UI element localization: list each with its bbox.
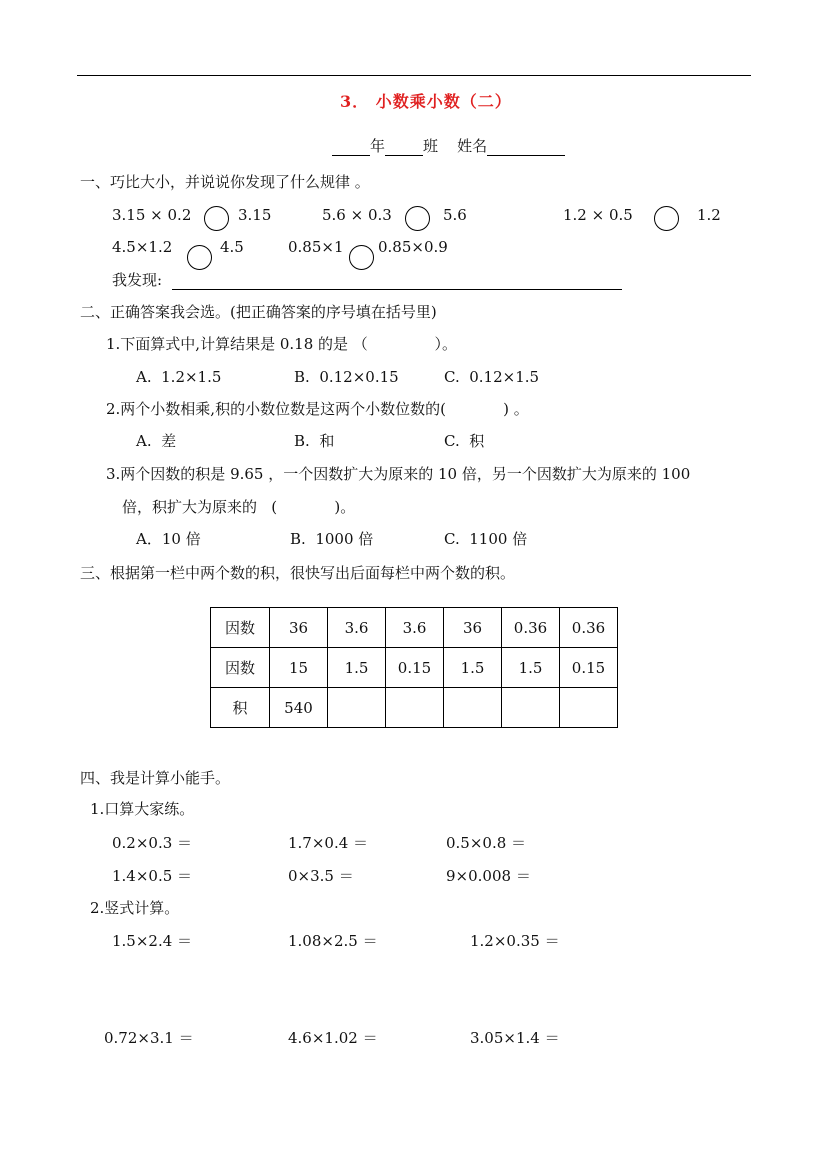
- q2-option-c[interactable]: C. 积: [444, 432, 485, 450]
- vertical-calc-item: 1.2×0.35 ＝: [470, 932, 560, 950]
- table-cell: 0.36: [502, 608, 560, 648]
- compare-right-3: 1.2: [697, 206, 721, 224]
- compare-left-1: 3.15 × 0.2: [112, 206, 192, 224]
- page-title: 3． 小数乘小数（二）: [340, 92, 512, 111]
- vertical-calc-item: 3.05×1.4 ＝: [470, 1029, 560, 1047]
- table-cell: 36: [270, 608, 328, 648]
- grade-label: 年: [370, 137, 386, 155]
- compare-right-5: 0.85×0.9: [378, 238, 448, 256]
- name-label: 姓名: [457, 137, 488, 155]
- q2-option-a[interactable]: A. 差: [136, 432, 177, 450]
- table-cell: 0.36: [560, 608, 618, 648]
- section1-heading: 一、巧比大小，并说说你发现了什么规律 。: [80, 173, 370, 191]
- oral-calc-item: 0.2×0.3 ＝: [112, 834, 193, 852]
- vertical-calc-item: 1.08×2.5 ＝: [288, 932, 378, 950]
- section4-heading: 四、我是计算小能手。: [80, 769, 231, 787]
- product-table: [210, 607, 618, 728]
- compare-circle-5[interactable]: [349, 245, 374, 270]
- compare-circle-1[interactable]: [204, 206, 229, 231]
- vertical-calc-item: 1.5×2.4 ＝: [112, 932, 193, 950]
- q2-option-b[interactable]: B. 和: [294, 432, 335, 450]
- grade-blank[interactable]: [332, 135, 370, 156]
- oral-calc-item: 1.7×0.4 ＝: [288, 834, 369, 852]
- table-cell: 1.5: [444, 648, 502, 688]
- section3-heading: 三、根据第一栏中两个数的积，很快写出后面每栏中两个数的积。: [80, 564, 516, 582]
- table-row: [211, 648, 618, 688]
- table-cell: 15: [270, 648, 328, 688]
- q3-text-line2: 倍，积扩大为原来的 ( )。: [122, 498, 356, 516]
- table-cell: 因数: [211, 608, 270, 648]
- student-info: [332, 135, 565, 156]
- discover-label: 我发现:: [112, 271, 163, 289]
- compare-right-4: 4.5: [220, 238, 244, 256]
- oral-calc-item: 0.5×0.8 ＝: [446, 834, 527, 852]
- answer-cell[interactable]: [560, 688, 618, 728]
- compare-left-5: 0.85×1: [288, 238, 344, 256]
- class-label: 班: [423, 137, 439, 155]
- compare-left-2: 5.6 × 0.3: [322, 206, 392, 224]
- vertical-calc-item: 0.72×3.1 ＝: [104, 1029, 194, 1047]
- q1-text: 1.下面算式中,计算结果是 0.18 的是 （ ）。: [106, 335, 458, 353]
- q2-text: 2.两个小数相乘,积的小数位数是这两个小数位数的( ) 。: [106, 400, 529, 418]
- oral-calc-item: 1.4×0.5 ＝: [112, 867, 193, 885]
- answer-cell[interactable]: [444, 688, 502, 728]
- table-cell: 积: [211, 688, 270, 728]
- discover-answer-line[interactable]: [172, 289, 622, 290]
- sub2-label: 2.竖式计算。: [90, 899, 180, 917]
- sub1-label: 1.口算大家练。: [90, 800, 195, 818]
- table-cell: 540: [270, 688, 328, 728]
- compare-circle-4[interactable]: [187, 245, 212, 270]
- table-cell: 1.5: [502, 648, 560, 688]
- table-cell: 1.5: [328, 648, 386, 688]
- answer-cell[interactable]: [386, 688, 444, 728]
- compare-left-3: 1.2 × 0.5: [563, 206, 633, 224]
- compare-circle-3[interactable]: [654, 206, 679, 231]
- vertical-calc-item: 4.6×1.02 ＝: [288, 1029, 378, 1047]
- q1-option-c[interactable]: C. 0.12×1.5: [444, 368, 540, 386]
- oral-calc-item: 9×0.008 ＝: [446, 867, 531, 885]
- compare-right-2: 5.6: [443, 206, 467, 224]
- table-row: [211, 688, 618, 728]
- section2-heading: 二、正确答案我会选。(把正确答案的序号填在括号里): [80, 303, 437, 321]
- q1-option-a[interactable]: A. 1.2×1.5: [136, 368, 222, 386]
- q3-option-b[interactable]: B. 1000 倍: [290, 530, 374, 548]
- table-cell: 36: [444, 608, 502, 648]
- class-blank[interactable]: [385, 135, 423, 156]
- q1-option-b[interactable]: B. 0.12×0.15: [294, 368, 399, 386]
- answer-cell[interactable]: [328, 688, 386, 728]
- answer-cell[interactable]: [502, 688, 560, 728]
- oral-calc-item: 0×3.5 ＝: [288, 867, 354, 885]
- compare-circle-2[interactable]: [405, 206, 430, 231]
- name-blank[interactable]: [487, 135, 565, 156]
- q3-text-line1: 3.两个因数的积是 9.65 ，一个因数扩大为原来的 10 倍，另一个因数扩大为原来的 100: [106, 465, 691, 483]
- top-rule: [77, 75, 751, 76]
- table-cell: 3.6: [328, 608, 386, 648]
- q3-option-a[interactable]: A．10 倍: [136, 530, 201, 548]
- compare-right-1: 3.15: [238, 206, 272, 224]
- table-row: [211, 608, 618, 648]
- table-cell: 0.15: [560, 648, 618, 688]
- table-cell: 0.15: [386, 648, 444, 688]
- q3-option-c[interactable]: C. 1100 倍: [444, 530, 528, 548]
- compare-left-4: 4.5×1.2: [112, 238, 173, 256]
- table-cell: 3.6: [386, 608, 444, 648]
- table-cell: 因数: [211, 648, 270, 688]
